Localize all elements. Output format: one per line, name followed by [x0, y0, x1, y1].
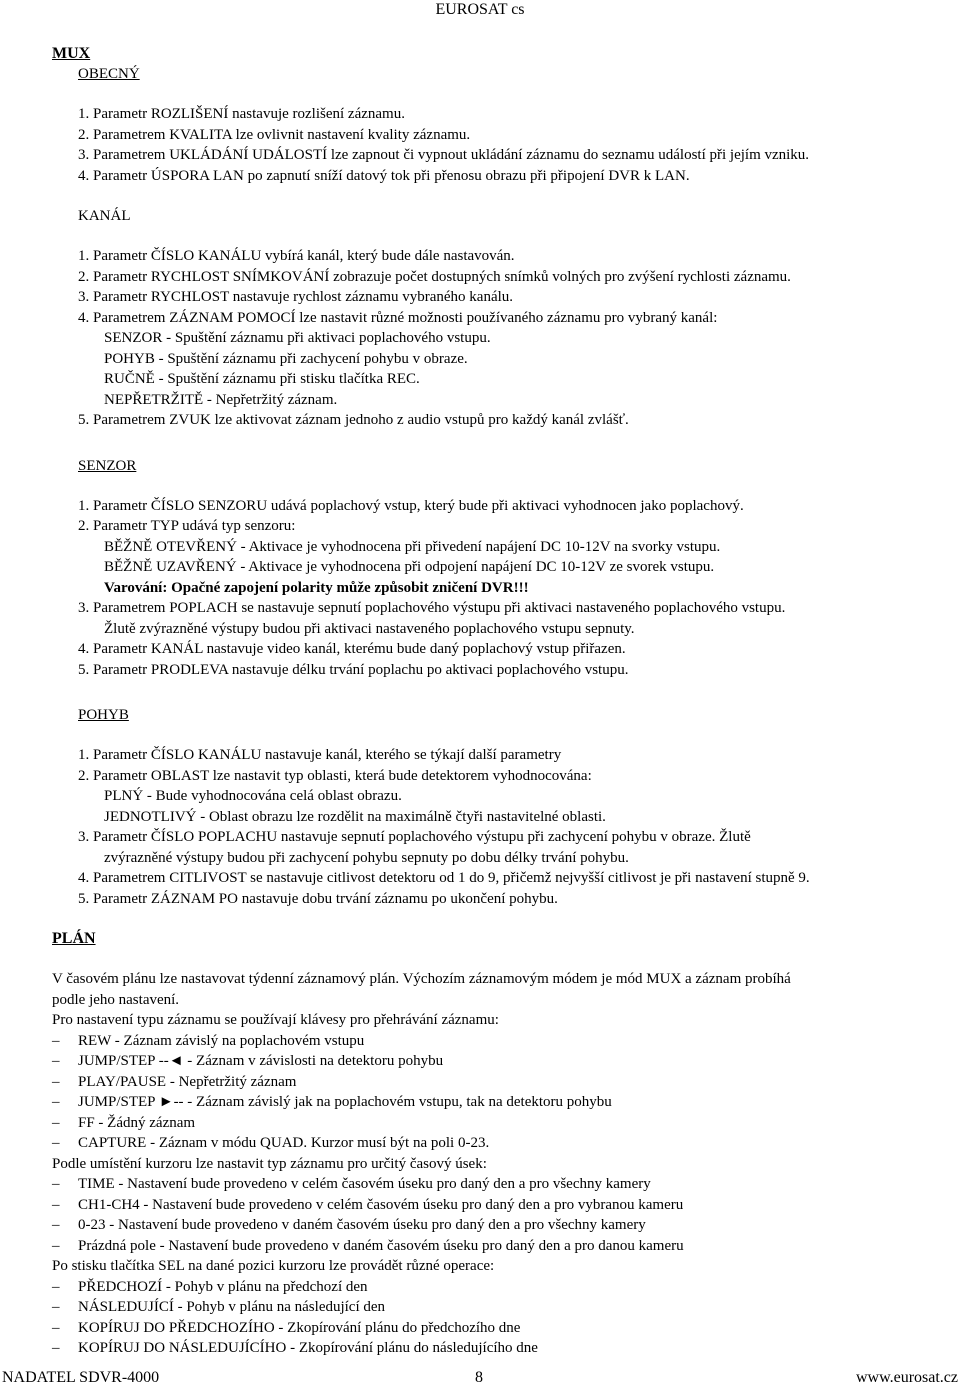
- list-item-text: 0-23 - Nastavení bude provedeno v daném časovém úseku pro daný den a pro všechny kamery: [78, 1217, 646, 1233]
- list-item-text: REW - Záznam závislý na poplachovém vstupu: [78, 1032, 365, 1049]
- list-item: [52, 1236, 952, 1257]
- list-item: 2. Parametr TYP udává typ senzoru:: [78, 518, 296, 534]
- plan-intro-line-1: V časovém plánu lze nastavovat týdenní záznamový plán. Výchozím záznamovým módem je mód MUX a záznam probíhá: [52, 971, 791, 987]
- list-item: [52, 1318, 952, 1339]
- page-number: 8: [475, 1369, 483, 1386]
- plan-intro-line-2: podle jeho nastavení.: [52, 991, 180, 1008]
- list-item-detail: JEDNOTLIVÝ - Oblast obrazu lze rozdělit na maximálně čtyři nastavitelné oblasti.: [104, 808, 606, 825]
- list-item: 5. Parametr PRODLEVA nastavuje délku trvání poplachu po aktivaci poplachového vstupu.: [78, 661, 629, 678]
- kanal-list: [52, 246, 952, 431]
- dash-bullet: –: [52, 1135, 60, 1151]
- list-item: 5. Parametr ZÁZNAM PO nastavuje dobu trvání záznamu po ukončení pohybu.: [78, 890, 558, 907]
- dash-bullet: –: [52, 1053, 60, 1069]
- subsection-title-senzor: SENZOR: [78, 457, 137, 474]
- list-item-detail: NEPŘETRŽITĚ - Nepřetržitý záznam.: [104, 391, 338, 408]
- warning-text: Varování: Opačné zapojení polarity může způsobit zničení DVR!!!: [104, 579, 529, 596]
- dash-bullet: –: [52, 1094, 60, 1110]
- list-item: 1. Parametr ČÍSLO KANÁLU vybírá kanál, který bude dále nastavován.: [78, 248, 515, 264]
- list-item: 2. Parametr RYCHLOST SNÍMKOVÁNÍ zobrazuje počet dostupných snímků volných pro zvýšení rychlosti záznamu.: [78, 268, 791, 285]
- obecny-list: [52, 104, 952, 186]
- list-item: 1. Parametr ROZLIŠENÍ nastavuje rozlišení záznamu.: [78, 106, 405, 122]
- list-item-text: KOPÍRUJ DO NÁSLEDUJÍCÍHO - Zkopírování plánu do následujícího dne: [78, 1340, 538, 1356]
- plan-cursor-list: [52, 1174, 952, 1256]
- plan-keys-intro: Pro nastavení typu záznamu se používají klávesy pro přehrávání záznamu:: [52, 1012, 499, 1028]
- list-item-detail: PLNÝ - Bude vyhodnocována celá oblast obrazu.: [104, 788, 402, 804]
- dash-bullet: –: [52, 1217, 60, 1233]
- dash-bullet: –: [52, 1032, 60, 1049]
- list-item-detail: RUČNĚ - Spuštění záznamu při stisku tlačítka REC.: [104, 371, 420, 387]
- section-title-mux: MUX: [52, 45, 91, 62]
- list-item-text: TIME - Nastavení bude provedeno v celém časovém úseku pro daný den a pro všechny kamery: [78, 1176, 651, 1192]
- list-item-detail: SENZOR - Spuštění záznamu při aktivaci poplachového vstupu.: [104, 330, 491, 346]
- dash-bullet: –: [52, 1196, 60, 1213]
- list-item-detail: POHYB - Spuštění záznamu při zachycení pohybu v obraze.: [104, 350, 468, 367]
- list-item-text: PLAY/PAUSE - Nepřetržitý záznam: [78, 1073, 297, 1090]
- list-item: [52, 1113, 952, 1134]
- list-item-text: JUMP/STEP ►-- - Záznam závislý jak na poplachovém vstupu, tak na detektoru pohybu: [78, 1094, 612, 1110]
- list-item: 4. Parametr ÚSPORA LAN po zapnutí sníží datový tok při přenosu obrazu při připojení DVR k LAN.: [78, 167, 690, 184]
- dash-bullet: –: [52, 1237, 60, 1254]
- document-body: [52, 44, 952, 1359]
- dash-bullet: –: [52, 1278, 60, 1295]
- list-item: 4. Parametr KANÁL nastavuje video kanál, kterému bude daný poplachový vstup přiřazen.: [78, 641, 626, 657]
- list-item-text: JUMP/STEP --◄ - Záznam v závislosti na detektoru pohybu: [78, 1053, 444, 1069]
- list-item: [52, 1215, 952, 1236]
- list-item-text: FF - Žádný záznam: [78, 1114, 196, 1131]
- page-header: EUROSAT cs: [435, 1, 525, 18]
- list-item: 3. Parametrem UKLÁDÁNÍ UDÁLOSTÍ lze zapnout či vypnout ukládání záznamu do seznamu událostí při jejím vzniku.: [78, 147, 810, 163]
- subsection-title-obecny: OBECNÝ: [78, 66, 140, 82]
- footer-website: www.eurosat.cz: [855, 1369, 958, 1386]
- list-item-text: PŘEDCHOZÍ - Pohyb v plánu na předchozí den: [78, 1278, 368, 1295]
- pohyb-list: [52, 745, 952, 909]
- list-item: [52, 1174, 952, 1195]
- list-item: 5. Parametrem ZVUK lze aktivovat záznam jednoho z audio vstupů pro každý kanál zvlášť.: [78, 412, 629, 428]
- list-item-detail: BĚŽNĚ UZAVŘENÝ - Aktivace je vyhodnocena při odpojení napájení DC 10-12V ze svorek vstupu.: [104, 559, 715, 575]
- section-title-plan: PLÁN: [52, 930, 96, 947]
- list-item: 4. Parametrem ZÁZNAM POMOCÍ lze nastavit různé možnosti používaného záznamu pro vybraný kanál:: [78, 309, 718, 326]
- dash-bullet: –: [52, 1319, 60, 1336]
- subsection-title-pohyb: POHYB: [78, 707, 129, 723]
- list-item: [52, 1133, 952, 1154]
- plan-keys-list: [52, 1031, 952, 1154]
- list-item: 4. Parametrem CITLIVOST se nastavuje citlivost detektoru od 1 do 9, přičemž nejvyšší citlivost je při nastavení stupně 9.: [78, 870, 810, 886]
- page-footer: [0, 1368, 960, 1389]
- list-item: [52, 1051, 952, 1072]
- dash-bullet: –: [52, 1176, 60, 1192]
- list-item-text: CH1-CH4 - Nastavení bude provedeno v celém časovém úseku pro daný den a pro vybranou kameru: [78, 1196, 684, 1213]
- list-item-detail: zvýrazněné výstupy budou při zachycení pohybu sepnuty po dobu délky trvání pohybu.: [104, 849, 629, 866]
- list-item: [52, 1072, 952, 1093]
- list-item: 1. Parametr ČÍSLO KANÁLU nastavuje kanál, kterého se týkají další parametry: [78, 747, 562, 763]
- subsection-title-kanal: KANÁL: [78, 208, 131, 224]
- list-item: 1. Parametr ČÍSLO SENZORU udává poplachový vstup, který bude při aktivaci vyhodnocen jako poplachový.: [78, 497, 744, 514]
- list-item-text: CAPTURE - Záznam v módu QUAD. Kurzor musí být na poli 0-23.: [78, 1135, 490, 1151]
- dash-bullet: –: [52, 1114, 60, 1131]
- list-item: 2. Parametr OBLAST lze nastavit typ oblasti, která bude detektorem vyhodnocována:: [78, 767, 592, 784]
- list-item: 3. Parametrem POPLACH se nastavuje sepnutí poplachového výstupu při aktivaci nastaveného poplachového vstupu.: [78, 600, 786, 616]
- senzor-list: [52, 496, 952, 681]
- list-item: 2. Parametrem KVALITA lze ovlivnit nastavení kvality záznamu.: [78, 126, 471, 143]
- list-item: [52, 1277, 952, 1298]
- list-item-text: Prázdná pole - Nastavení bude provedeno v daném časovém úseku pro daný den a pro danou kameru: [78, 1237, 684, 1254]
- list-item: 3. Parametr ČÍSLO POPLACHU nastavuje sepnutí poplachového výstupu při zachycení pohybu v obraze. Žlutě: [78, 829, 751, 845]
- dash-bullet: –: [52, 1073, 60, 1090]
- plan-sel-list: [52, 1277, 952, 1359]
- list-item: [52, 1195, 952, 1216]
- plan-cursor-intro: Podle umístění kurzoru lze nastavit typ záznamu pro určitý časový úsek:: [52, 1155, 487, 1172]
- list-item: [52, 1092, 952, 1113]
- list-item: [52, 1297, 952, 1318]
- list-item: [52, 1338, 952, 1359]
- plan-sel-intro: Po stisku tlačítka SEL na dané pozici kurzoru lze provádět různé operace:: [52, 1258, 495, 1274]
- footer-product: NADATEL SDVR-4000: [2, 1369, 160, 1386]
- dash-bullet: –: [52, 1340, 60, 1356]
- list-item-detail: Žlutě zvýrazněné výstupy budou při aktivaci nastaveného poplachového vstupu sepnuty.: [104, 620, 635, 637]
- list-item-text: NÁSLEDUJÍCÍ - Pohyb v plánu na následující den: [78, 1299, 386, 1315]
- dash-bullet: –: [52, 1299, 60, 1315]
- list-item: 3. Parametr RYCHLOST nastavuje rychlost záznamu vybraného kanálu.: [78, 289, 514, 305]
- list-item-text: KOPÍRUJ DO PŘEDCHOZÍHO - Zkopírování plánu do předchozího dne: [78, 1319, 521, 1336]
- list-item-detail: BĚŽNĚ OTEVŘENÝ - Aktivace je vyhodnocena při přivedení napájení DC 10-12V na svorky vstupu.: [104, 538, 721, 555]
- list-item: [52, 1031, 952, 1052]
